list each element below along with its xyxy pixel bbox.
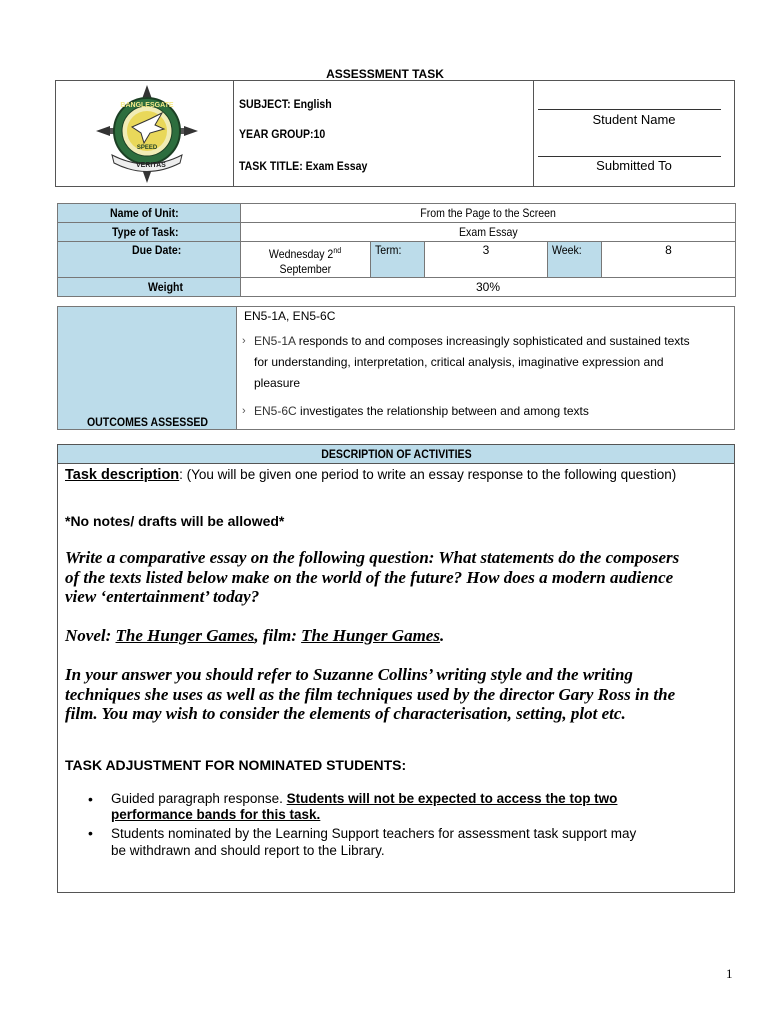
outcome-1-code: EN5-1A <box>254 334 296 348</box>
outcome-1-line-3: pleasure <box>254 376 301 390</box>
outcome-2-code: EN5-6C <box>254 404 297 418</box>
page-number: 1 <box>726 966 733 981</box>
essay-question: Write a comparative essay on the following question: What statements do the composers of the texts listed below make on the world of the future? How does a modern audience view ‘entertainment’ today? <box>65 548 680 606</box>
novel-title: The Hunger Games <box>115 626 255 645</box>
unit-label: Name of Unit: <box>110 206 179 220</box>
student-name-label: Student Name <box>592 112 676 127</box>
crest-text-lower: SPEED <box>136 145 158 151</box>
description-section <box>57 444 735 893</box>
crest-motto: VERITAS <box>136 162 166 169</box>
type-value: Exam Essay <box>458 225 518 239</box>
due-date-value: Wednesday 2nd September <box>241 242 371 278</box>
crest-text: BANGLESGATE <box>120 102 174 109</box>
outcome-1-line-2: for understanding, interpretation, critical analysis, imaginative expression and <box>254 355 664 369</box>
description-heading: DESCRIPTION OF ACTIVITIES <box>320 447 472 461</box>
header-table <box>55 80 735 187</box>
week-value: 8 <box>665 243 672 257</box>
chevron-right-icon: › <box>242 405 246 417</box>
adjustment-item-1: Guided paragraph response. Students will not be expected to access the top two performance bands for this task. <box>111 791 618 822</box>
student-name-line[interactable] <box>538 109 721 110</box>
task-description <box>65 467 676 483</box>
school-crest-logo <box>92 83 202 185</box>
term-value: 3 <box>482 243 490 257</box>
texts-studied: Novel: The Hunger Games, film: The Hunger Games. <box>65 626 445 645</box>
subject-field: SUBJECT: English <box>239 97 332 111</box>
adjustment-item-2: Students nominated by the Learning Support teachers for assessment task support may be withdrawn and should report to the Library. <box>111 826 637 858</box>
no-notes-notice: *No notes/ drafts will be allowed* <box>65 513 285 529</box>
bullet-icon: • <box>88 825 93 841</box>
bullet-icon: • <box>88 791 93 807</box>
assessment-title: ASSESSMENT TASK <box>326 67 444 81</box>
due-date-label: Due Date: <box>131 243 182 257</box>
weight-label: Weight <box>148 280 184 294</box>
answer-guidance: In your answer you should refer to Suzanne Collins’ writing style and the writing techniques she uses as well as the film techniques used by the director Gary Ross in the film. You may wish to consider the elements of characterisation, setting, plot etc. <box>65 665 676 723</box>
submitted-to-label: Submitted To <box>596 158 672 173</box>
outcomes-label: OUTCOMES ASSESSED <box>86 415 209 429</box>
outcome-codes: EN5-1A, EN5-6C <box>244 309 336 323</box>
task-adjustment-heading: TASK ADJUSTMENT FOR NOMINATED STUDENTS: <box>65 757 407 773</box>
outcome-1-line-1: responds to and composes increasingly sophisticated and sustained texts <box>298 334 690 348</box>
year-group-field: YEAR GROUP:10 <box>239 127 326 141</box>
task-info-table <box>57 203 736 297</box>
week-label: Week: <box>552 243 582 257</box>
outcomes-section <box>57 306 735 430</box>
task-description-text: : (You will be given one period to write an essay response to the following question) <box>179 467 677 482</box>
weight-value: 30% <box>476 280 501 294</box>
task-title-field: TASK TITLE: Exam Essay <box>239 159 368 173</box>
film-title: The Hunger Games <box>301 626 440 645</box>
submitted-to-line[interactable] <box>538 156 721 157</box>
chevron-right-icon: › <box>242 335 246 347</box>
type-label: Type of Task: <box>112 225 179 239</box>
unit-value: From the Page to the Screen <box>420 206 556 220</box>
outcome-2-text: investigates the relationship between and among texts <box>300 404 589 418</box>
task-description-label: Task description <box>65 467 180 483</box>
term-label: Term: <box>375 243 402 257</box>
